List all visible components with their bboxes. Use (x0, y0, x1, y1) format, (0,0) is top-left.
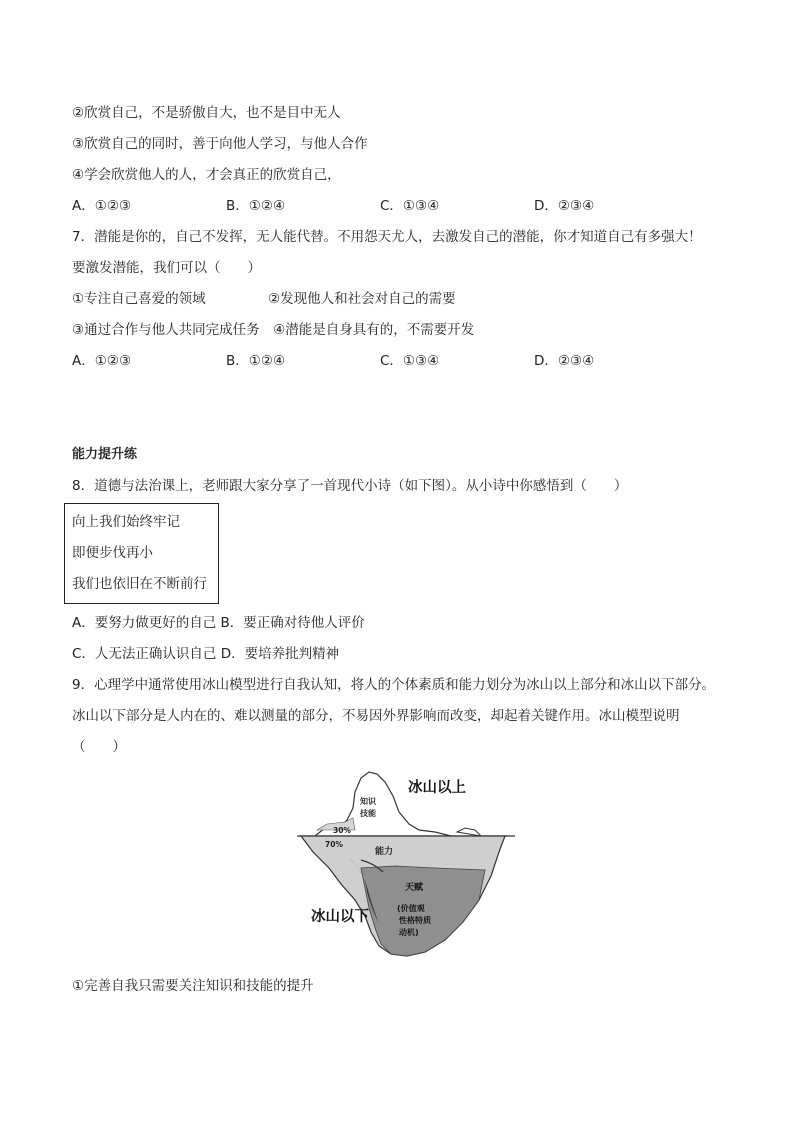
poem-line-1: 向上我们始终牢记 (72, 514, 180, 530)
detail-line-1: (价值观 (397, 904, 425, 913)
ability-label: 能力 (375, 847, 394, 857)
ice-floe (457, 828, 481, 836)
tip-label-2: 技能 (360, 809, 376, 818)
q7-option-c: C．①③④ (380, 353, 440, 369)
q6-item-4: ④学会欣赏他人的人，才会真正的欣赏自己， (72, 167, 341, 183)
q7-stem-line2: 要激发潜能，我们可以（ ） (72, 260, 261, 276)
q6-option-b: B．①②④ (226, 198, 286, 214)
q7-option-d: D．②③④ (534, 353, 595, 369)
q9-item-1: ①完善自我只需要关注知识和技能的提升 (72, 978, 314, 994)
q7-option-a: A．①②③ (72, 353, 132, 369)
q6-item-3: ③欣赏自己的同时，善于向他人学习，与他人合作 (72, 136, 368, 152)
q7-stem-line1: 7．潜能是你的，自己不发挥，无人能代替。不用怨天尤人，去激发自己的潜能，你才知道自己有多强大！ (72, 229, 702, 245)
q7-items-row2: ③通过合作与他人共同完成任务 ④潜能是自身具有的，不需要开发 (72, 322, 475, 338)
q6-option-c: C．①③④ (380, 198, 440, 214)
q7-option-b: B．①②④ (226, 353, 286, 369)
talent-label: 天赋 (405, 883, 424, 893)
pct-30-label: 30% (333, 826, 351, 835)
poem-box (64, 503, 219, 604)
q8-options-row2: C．人无法正确认识自己 D．要培养批判精神 (72, 646, 340, 662)
q9-stem-line1: 9．心理学中通常使用冰山模型进行自我认知，将人的个体素质和能力划分为冰山以上部分和冰山以下部分。 (72, 677, 716, 693)
detail-line-3: 动机) (399, 928, 419, 937)
q7-item-2: ②发现他人和社会对自己的需要 (268, 291, 456, 307)
tip-label-1: 知识 (360, 797, 376, 806)
section-title: 能力提升练 (72, 447, 138, 462)
poem-line-3: 我们也依旧在不断前行 (72, 576, 207, 592)
q7-item-1: ①专注自己喜爱的领域 (72, 291, 206, 307)
poem-line-2: 即便步伐再小 (72, 545, 153, 561)
label-below-water: 冰山以下 (311, 909, 369, 925)
q6-option-a: A．①②③ (72, 198, 132, 214)
q9-stem-line2: 冰山以下部分是人内在的、难以测量的部分，不易因外界影响而改变，却起着关键作用。冰山模型说明 (72, 708, 680, 724)
detail-line-2: 性格特质 (399, 916, 431, 925)
q8-options-row1: A．要努力做更好的自己 B．要正确对待他人评价 (72, 615, 365, 631)
label-above-water: 冰山以上 (408, 780, 466, 796)
q6-item-2: ②欣赏自己，不是骄傲自大，也不是目中无人 (72, 105, 341, 121)
q6-option-d: D．②③④ (534, 198, 595, 214)
q9-stem-line3: （ ） (72, 739, 126, 755)
q8-stem: 8．道德与法治课上，老师跟大家分享了一首现代小诗（如下图）。从小诗中你感悟到（ ） (72, 478, 628, 494)
pct-70-label: 70% (325, 840, 343, 849)
